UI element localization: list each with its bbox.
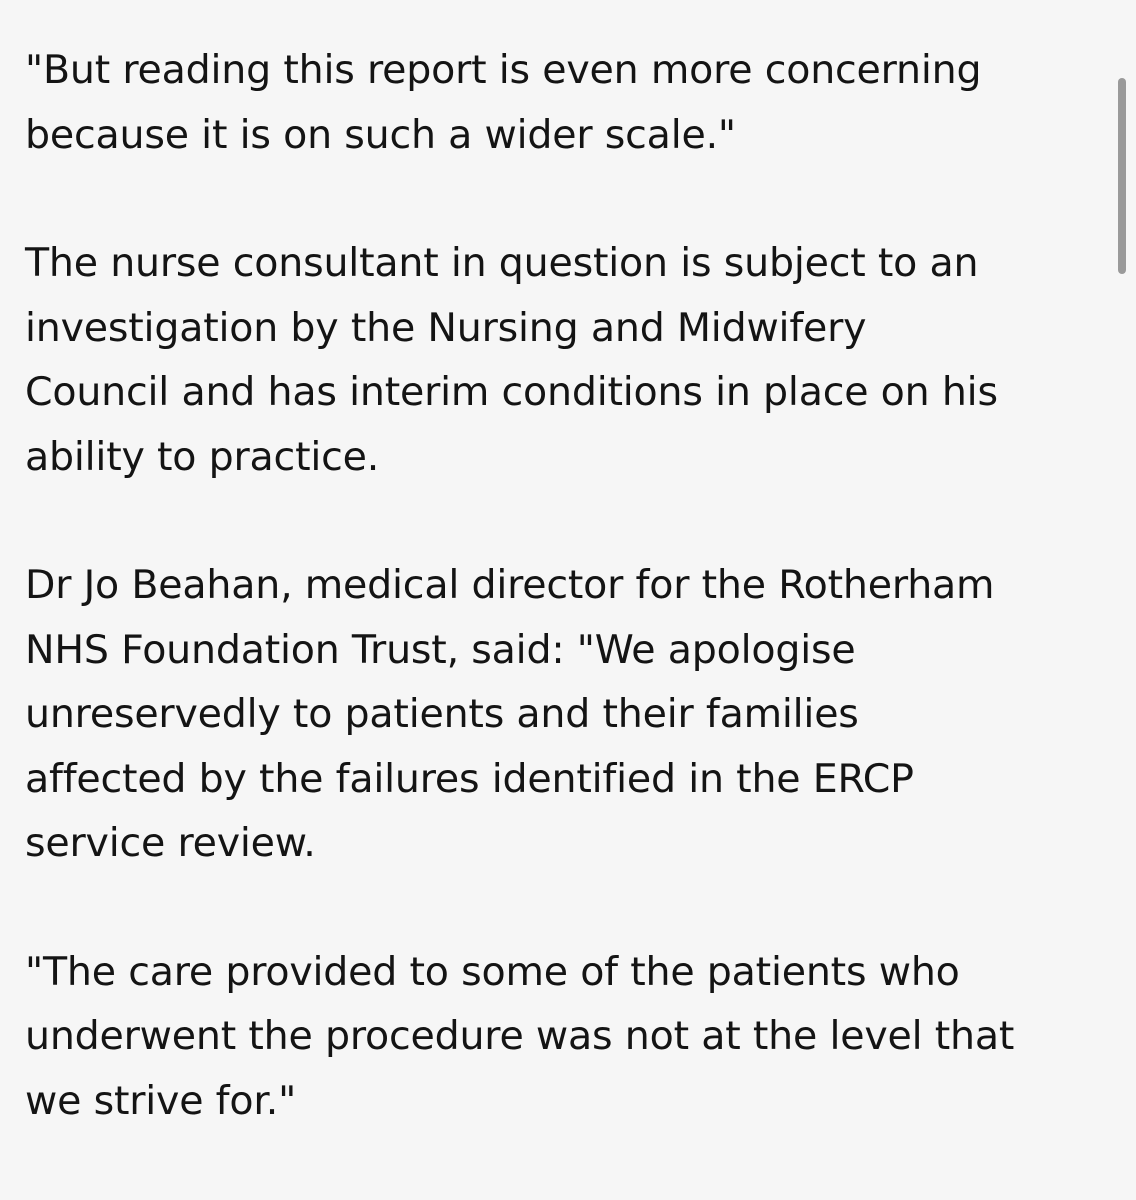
vertical-scrollbar-thumb[interactable] bbox=[1118, 78, 1126, 274]
paragraph-nurse-investigation bbox=[25, 231, 1110, 489]
text-line: Council and has interim conditions in place on his bbox=[25, 369, 998, 415]
text-line: unreservedly to patients and their families bbox=[25, 691, 859, 737]
text-line: Dr Jo Beahan, medical director for the Rotherham bbox=[25, 562, 995, 608]
text-line: "But reading this report is even more concerning bbox=[25, 47, 982, 93]
paragraph-quote-wider-scale bbox=[25, 38, 1110, 167]
text-line: affected by the failures identified in the ERCP bbox=[25, 755, 914, 802]
text-line: we strive for." bbox=[25, 1077, 297, 1124]
text-line: The nurse consultant in question is subject to an bbox=[25, 240, 979, 286]
text-line: because it is on such a wider scale." bbox=[25, 111, 736, 158]
text-line: NHS Foundation Trust, said: "We apologise bbox=[25, 626, 856, 673]
paragraph-care-quality-quote bbox=[25, 940, 1110, 1134]
text-line: "The care provided to some of the patients who bbox=[25, 948, 960, 995]
text-line: underwent the procedure was not at the level that bbox=[25, 1013, 1015, 1059]
text-line: ability to practice. bbox=[25, 433, 380, 480]
paragraph-medical-director-statement bbox=[25, 553, 1110, 876]
article-body bbox=[25, 38, 1110, 1197]
text-line: investigation by the Nursing and Midwifery bbox=[25, 304, 867, 351]
text-line: service review. bbox=[25, 820, 316, 866]
